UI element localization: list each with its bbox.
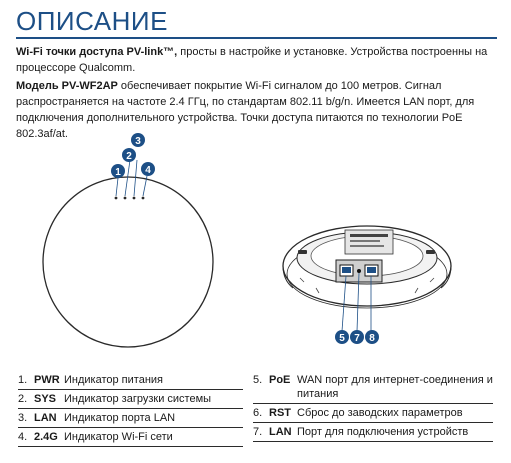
legend-code: LAN <box>34 412 57 424</box>
svg-text:7: 7 <box>354 333 360 344</box>
device-illustration <box>0 128 511 350</box>
legend-row <box>253 371 493 404</box>
svg-text:4: 4 <box>145 165 151 176</box>
legend-row <box>18 390 243 409</box>
legend-code: PWR <box>34 374 60 386</box>
led-sys-dot <box>124 197 127 200</box>
device-drawing <box>0 128 511 350</box>
legend-num: 6. <box>253 407 263 419</box>
model-text: обеспечивает покрытие Wi-Fi сигналом до 100 метров. Сигнал распространяется на частоте 2.4 ГГц, по стандартам 802.11 b/g/n. Имеется LAN порт, для подключения дополнительного устройства. Точки доступа питаются по технологии PoE 802.3af/at. <box>16 80 475 140</box>
svg-text:2: 2 <box>126 151 132 162</box>
callout-4 <box>141 162 155 176</box>
callout-8 <box>365 330 379 344</box>
led-lan-dot <box>133 197 136 200</box>
legend-row <box>18 371 243 390</box>
legend-right <box>253 371 493 442</box>
legend-row <box>18 409 243 428</box>
legend-code: LAN <box>269 426 292 438</box>
led-wifi-dot <box>142 197 145 200</box>
callout-5 <box>335 330 349 344</box>
legend-code: RST <box>269 407 291 419</box>
legend-code: PoE <box>269 374 291 386</box>
legend-num: 4. <box>18 431 28 443</box>
page-title: ОПИСАНИЕ <box>16 6 168 36</box>
model-bold: Модель PV-WF2AP <box>16 80 118 92</box>
intro-paragraph <box>16 44 494 76</box>
legend-row <box>253 423 493 442</box>
legend-desc: Индикатор Wi-Fi сети <box>64 431 173 443</box>
legend-num: 5. <box>253 374 263 386</box>
legend-desc: Индикатор порта LAN <box>64 412 176 424</box>
svg-text:5: 5 <box>339 333 345 344</box>
legend-left <box>18 371 243 447</box>
legend-num: 2. <box>18 393 28 405</box>
legend-code: 2.4G <box>34 431 58 443</box>
legend-desc: Сброс до заводских параметров <box>297 407 463 419</box>
legend-desc: Индикатор питания <box>64 374 163 386</box>
legend-row <box>18 428 243 447</box>
callout-7 <box>350 330 364 344</box>
svg-text:3: 3 <box>135 136 141 147</box>
legend-code: SYS <box>34 393 57 405</box>
callout-3 <box>131 133 145 147</box>
callout-2 <box>122 148 136 162</box>
callout-1 <box>111 164 125 178</box>
legend-desc: Порт для подключения устройств <box>297 426 469 438</box>
svg-text:8: 8 <box>369 333 375 344</box>
device-front-body <box>43 177 213 347</box>
legend-num: 7. <box>253 426 263 438</box>
title-underline <box>16 37 497 39</box>
intro-text: просты в настройке и установке. Устройства построенны на процессоре Qualcomm. <box>16 46 488 74</box>
legend-desc: Индикатор загрузки системы <box>64 393 212 405</box>
legend-num: 3. <box>18 412 28 424</box>
svg-text:1: 1 <box>115 167 121 178</box>
led-pwr-dot <box>115 197 118 200</box>
legend-num: 1. <box>18 374 28 386</box>
legend-row <box>253 404 493 423</box>
intro-bold: Wi-Fi точки доступа PV-link™, <box>16 46 178 58</box>
legend-desc: WAN порт для интернет-соединения и питания <box>297 374 493 400</box>
device-back-view <box>283 226 451 308</box>
